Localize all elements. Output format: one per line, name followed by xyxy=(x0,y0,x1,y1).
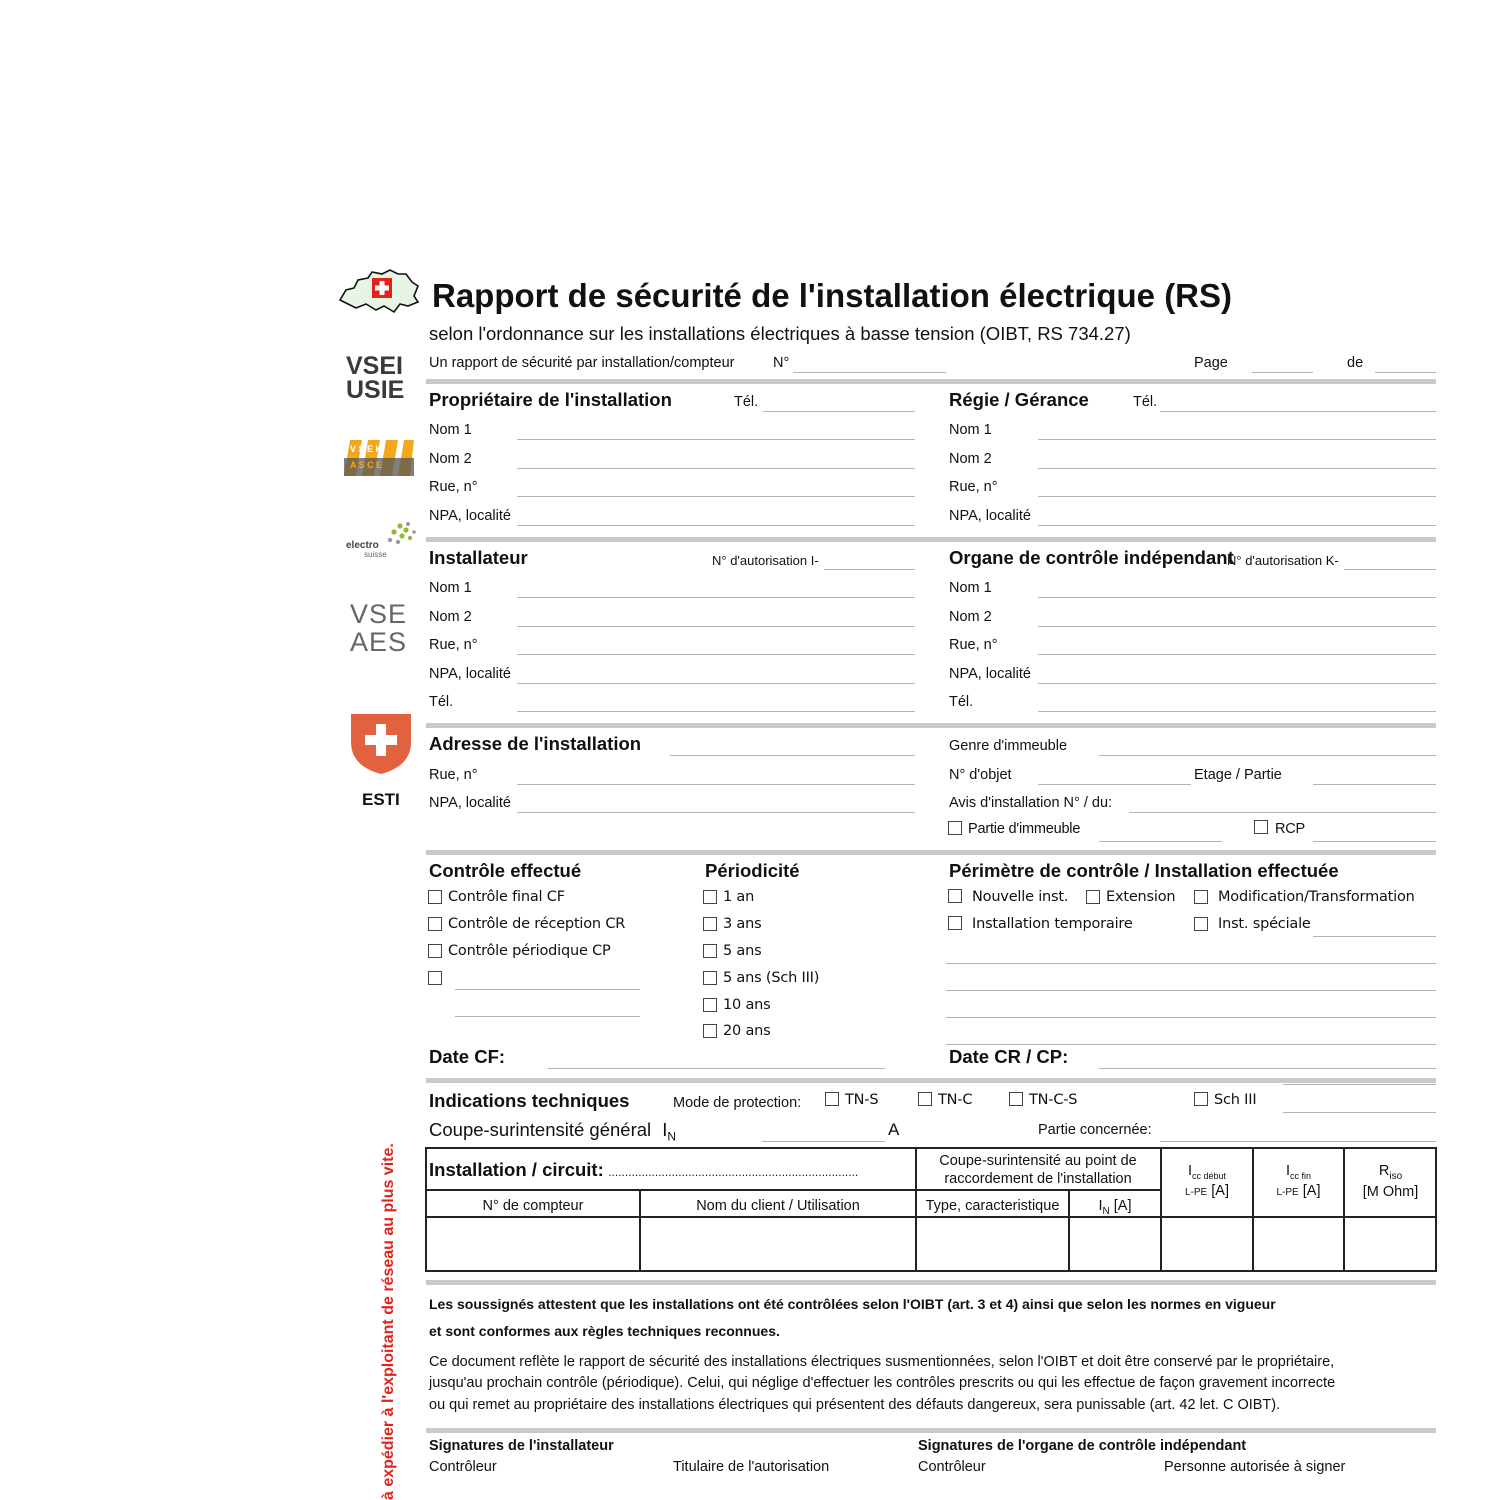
date-cf-label: Date CF: xyxy=(429,1046,506,1067)
installer-title: Installateur xyxy=(429,547,528,568)
tncs-checkbox[interactable] xyxy=(1009,1092,1023,1106)
installer-name1-label: Nom 1 xyxy=(429,580,472,596)
icc-start-header: $I_{cc début}$ L-PE [A] xyxy=(1185,1163,1229,1200)
control-body-name1-field[interactable] xyxy=(1038,597,1436,598)
modification-label: Modification/Transformation xyxy=(1218,889,1415,905)
address-city-field[interactable] xyxy=(517,812,915,813)
technical-title: Indications techniques xyxy=(429,1090,630,1111)
swiss-coat-of-arms-icon xyxy=(349,712,413,776)
owner-name1-label: Nom 1 xyxy=(429,422,472,438)
period-5-checkbox[interactable] xyxy=(703,944,717,958)
attestation-bold-1: Les soussignés attestent que les installations ont été contrôlées selon l'OIBT (art. 3 et 4) ainsi que selon les normes en vigueur xyxy=(429,1296,1276,1312)
control-body-city-label: NPA, localité xyxy=(949,666,1031,682)
special-label: Inst. spéciale xyxy=(1218,916,1311,932)
installer-street-label: Rue, n° xyxy=(429,637,478,653)
period-20-label: 20 ans xyxy=(723,1023,771,1039)
attestation-body-2: jusqu'au prochain contrôle (périodique). Celui, qui néglige d'effectuer les contrôles prescrits ou qui les effectue de façon gravement incorrecte xyxy=(429,1375,1336,1391)
owner-name2-label: Nom 2 xyxy=(429,451,472,467)
period-20-checkbox[interactable] xyxy=(703,1024,717,1038)
tnc-label: TN-C xyxy=(938,1092,973,1108)
object-no-field[interactable] xyxy=(1038,784,1191,785)
riso-cell[interactable] xyxy=(1345,1218,1436,1270)
temporary-checkbox[interactable] xyxy=(948,916,962,930)
management-name2-label: Nom 2 xyxy=(949,451,992,467)
control-other-checkbox[interactable] xyxy=(428,971,442,985)
period-3-label: 3 ans xyxy=(723,916,762,932)
installer-city-field[interactable] xyxy=(517,683,915,684)
client-cell[interactable] xyxy=(641,1218,915,1270)
in-cell[interactable] xyxy=(1070,1218,1160,1270)
management-name1-label: Nom 1 xyxy=(949,422,992,438)
page-label: Page xyxy=(1194,355,1228,371)
period-5-label: 5 ans xyxy=(723,943,762,959)
control-body-name2-field[interactable] xyxy=(1038,626,1436,627)
period-1-label: 1 an xyxy=(723,889,755,905)
page-subtitle: selon l'ordonnance sur les installations électriques à basse tension (OIBT, RS 734.27) xyxy=(429,323,1131,344)
protection-mode-label: Mode de protection: xyxy=(673,1095,802,1111)
periodicity-title: Périodicité xyxy=(705,860,800,881)
date-cf-field[interactable] xyxy=(548,1068,885,1069)
perimeter-title: Périmètre de contrôle / Installation effectuée xyxy=(949,860,1339,881)
meter-no-header: N° de compteur xyxy=(482,1198,584,1214)
new-inst-checkbox[interactable] xyxy=(948,889,962,903)
period-10-checkbox[interactable] xyxy=(703,998,717,1012)
side-note: à expédier à l'exploitant de réseau au plus vite. xyxy=(380,1143,397,1500)
control-periodic-checkbox[interactable] xyxy=(428,944,442,958)
owner-city-field[interactable] xyxy=(517,525,915,526)
owner-tel-label: Tél. xyxy=(734,394,759,410)
installer-tel-field[interactable] xyxy=(517,711,915,712)
report-no-field[interactable] xyxy=(793,372,946,373)
address-title: Adresse de l'installation xyxy=(429,733,642,754)
section-separator xyxy=(426,850,1436,855)
riso-header: $R_{iso}$ [M Ohm] xyxy=(1362,1163,1419,1201)
extension-checkbox[interactable] xyxy=(1086,890,1100,904)
control-final-checkbox[interactable] xyxy=(428,890,442,904)
part-concerned-field[interactable] xyxy=(1160,1141,1436,1142)
part-building-checkbox[interactable] xyxy=(948,821,962,835)
management-street-label: Rue, n° xyxy=(949,479,998,495)
sch3-field-top xyxy=(1283,1084,1436,1085)
control-periodic-label: Contrôle périodique CP xyxy=(448,943,611,959)
of-label: de xyxy=(1347,355,1364,371)
control-body-auth-field[interactable] xyxy=(1344,569,1436,570)
control-other-field[interactable] xyxy=(455,989,640,990)
sch3-label: Sch III xyxy=(1214,1092,1257,1108)
sch3-checkbox[interactable] xyxy=(1194,1092,1208,1106)
control-title: Contrôle effectué xyxy=(429,860,582,881)
control-reception-checkbox[interactable] xyxy=(428,917,442,931)
section-separator xyxy=(426,1280,1436,1285)
report-no-label: N° xyxy=(773,355,790,371)
control-body-authorized-label: Personne autorisée à signer xyxy=(1164,1459,1346,1475)
icc-end-cell[interactable] xyxy=(1254,1218,1343,1270)
perimeter-field-1[interactable] xyxy=(946,963,1436,964)
control-reception-label: Contrôle de réception CR xyxy=(448,916,626,932)
part-concerned-label: Partie concernée: xyxy=(1038,1122,1152,1138)
page-field[interactable] xyxy=(1252,372,1313,373)
general-breaker-field[interactable] xyxy=(762,1141,885,1142)
vse-aes-logo: VSE AES xyxy=(350,599,408,657)
rcp-label: RCP xyxy=(1275,821,1306,837)
address-city-label: NPA, localité xyxy=(429,795,511,811)
perimeter-field-3[interactable] xyxy=(946,1017,1436,1018)
sch3-field[interactable] xyxy=(1283,1112,1436,1113)
general-breaker-label: Coupe-surintensité général $I_N$ xyxy=(429,1119,677,1144)
esti-logo: ESTI xyxy=(362,790,400,809)
section-separator xyxy=(426,1428,1436,1433)
tns-checkbox[interactable] xyxy=(825,1092,839,1106)
section-separator xyxy=(426,1078,1436,1083)
tnc-checkbox[interactable] xyxy=(918,1092,932,1106)
control-body-controller-label: Contrôleur xyxy=(918,1459,986,1475)
management-name1-field[interactable] xyxy=(1038,439,1436,440)
address-street-label: Rue, n° xyxy=(429,767,478,783)
period-5-sch3-checkbox[interactable] xyxy=(703,971,717,985)
object-no-label: N° d'objet xyxy=(949,767,1012,783)
extension-label: Extension xyxy=(1106,889,1176,905)
floor-field[interactable] xyxy=(1313,784,1436,785)
installer-signatures-title: Signatures de l'installateur xyxy=(429,1438,614,1454)
control-body-city-field[interactable] xyxy=(1038,683,1436,684)
period-3-checkbox[interactable] xyxy=(703,917,717,931)
section-separator xyxy=(426,537,1436,542)
control-body-auth-label: N° d'autorisation K- xyxy=(1227,553,1339,568)
owner-street-label: Rue, n° xyxy=(429,479,478,495)
tncs-label: TN-C-S xyxy=(1029,1092,1078,1108)
control-body-street-field[interactable] xyxy=(1038,654,1436,655)
management-tel-field[interactable] xyxy=(1160,411,1436,412)
management-city-field[interactable] xyxy=(1038,525,1436,526)
in-header: $I_N$ [A] xyxy=(1098,1198,1132,1217)
coupe-header: Coupe-surintensité au point de raccordement de l'installation xyxy=(939,1153,1137,1188)
control-body-name1-label: Nom 1 xyxy=(949,580,992,596)
control-other-field-2[interactable] xyxy=(455,1016,640,1017)
section-separator xyxy=(426,379,1436,384)
icc-start-cell[interactable] xyxy=(1162,1218,1252,1270)
installer-tel-label: Tél. xyxy=(429,694,454,710)
perimeter-field-2[interactable] xyxy=(946,990,1436,991)
tns-label: TN-S xyxy=(845,1092,879,1108)
installer-controller-label: Contrôleur xyxy=(429,1459,497,1475)
part-building-label: Partie d'immeuble xyxy=(968,821,1081,837)
control-body-tel-label: Tél. xyxy=(949,694,974,710)
owner-title: Propriétaire de l'installation xyxy=(429,389,672,410)
management-title: Régie / Gérance xyxy=(949,389,1089,410)
perimeter-field-4[interactable] xyxy=(946,1044,1436,1045)
date-crcp-label: Date CR / CP: xyxy=(949,1046,1069,1067)
owner-name1-field[interactable] xyxy=(517,439,915,440)
owner-tel-field[interactable] xyxy=(763,411,915,412)
building-type-field[interactable] xyxy=(1099,755,1436,756)
rcp-checkbox[interactable] xyxy=(1254,820,1268,834)
temporary-label: Installation temporaire xyxy=(972,916,1133,932)
new-inst-label: Nouvelle inst. xyxy=(972,889,1069,905)
control-body-title: Organe de contrôle indépendant xyxy=(949,547,1234,568)
rcp-field[interactable] xyxy=(1313,841,1436,842)
attestation-body-1: Ce document reflète le rapport de sécurité des installations électriques susmentionnées, selon l'OIBT et doit être conservé par le propriétaire, xyxy=(429,1354,1335,1370)
installer-auth-field[interactable] xyxy=(824,569,915,570)
notice-field[interactable] xyxy=(1129,812,1436,813)
period-1-checkbox[interactable] xyxy=(703,890,717,904)
installer-name2-label: Nom 2 xyxy=(429,609,472,625)
meter-no-cell[interactable] xyxy=(427,1218,639,1270)
installer-city-label: NPA, localité xyxy=(429,666,511,682)
install-circuit-label: Installation / circuit: ........................................................................... xyxy=(429,1159,859,1180)
part-building-field[interactable] xyxy=(1099,841,1222,842)
owner-city-label: NPA, localité xyxy=(429,508,511,524)
control-body-tel-field[interactable] xyxy=(1038,711,1436,712)
management-city-label: NPA, localité xyxy=(949,508,1031,524)
info-line: Un rapport de sécurité par installation/compteur xyxy=(429,355,735,371)
page-total-field[interactable] xyxy=(1375,372,1436,373)
special-field[interactable] xyxy=(1313,936,1436,937)
control-final-label: Contrôle final CF xyxy=(448,889,565,905)
swiss-map-icon xyxy=(336,266,422,316)
address-title-field[interactable] xyxy=(670,755,915,756)
installer-street-field[interactable] xyxy=(517,654,915,655)
period-5-sch3-label: 5 ans (Sch III) xyxy=(723,970,820,986)
page-title: Rapport de sécurité de l'installation électrique (RS) xyxy=(432,277,1233,314)
installer-name2-field[interactable] xyxy=(517,626,915,627)
installer-holder-label: Titulaire de l'autorisation xyxy=(673,1459,830,1475)
owner-street-field[interactable] xyxy=(517,496,915,497)
management-name2-field[interactable] xyxy=(1038,468,1436,469)
address-street-field[interactable] xyxy=(517,784,915,785)
control-body-name2-label: Nom 2 xyxy=(949,609,992,625)
type-header: Type, caracteristique xyxy=(925,1198,1060,1214)
installer-auth-label: N° d'autorisation I- xyxy=(712,553,819,568)
installer-name1-field[interactable] xyxy=(517,597,915,598)
icc-end-header: $I_{cc fin}$ L-PE [A] xyxy=(1276,1163,1321,1200)
period-10-label: 10 ans xyxy=(723,997,771,1013)
notice-label: Avis d'installation N° / du: xyxy=(949,795,1113,811)
modification-checkbox[interactable] xyxy=(1194,890,1208,904)
special-checkbox[interactable] xyxy=(1194,917,1208,931)
date-crcp-field[interactable] xyxy=(1099,1068,1436,1069)
management-tel-label: Tél. xyxy=(1133,394,1158,410)
control-body-street-label: Rue, n° xyxy=(949,637,998,653)
section-separator xyxy=(426,723,1436,728)
type-cell[interactable] xyxy=(917,1218,1068,1270)
control-body-signatures-title: Signatures de l'organe de contrôle indépendant xyxy=(918,1438,1247,1454)
client-header: Nom du client / Utilisation xyxy=(696,1198,860,1214)
owner-name2-field[interactable] xyxy=(517,468,915,469)
vsek-logo: V S E K A S C E xyxy=(344,440,414,476)
management-street-field[interactable] xyxy=(1038,496,1436,497)
attestation-bold-2: et sont conformes aux règles techniques reconnues. xyxy=(429,1323,780,1339)
unit-a-label: A xyxy=(888,1120,900,1139)
attestation-body-3: ou qui remet au propriétaire des installations électriques qui présentent des défauts dangereux, sera punissable (art. 42 let. C OIBT). xyxy=(429,1397,1281,1413)
electrosuisse-logo: electro suisse xyxy=(346,520,418,560)
building-type-label: Genre d'immeuble xyxy=(949,738,1068,754)
table-line xyxy=(425,1189,1161,1191)
vsei-logo: VSEI USIE xyxy=(346,352,405,404)
floor-label: Etage / Partie xyxy=(1194,767,1282,783)
